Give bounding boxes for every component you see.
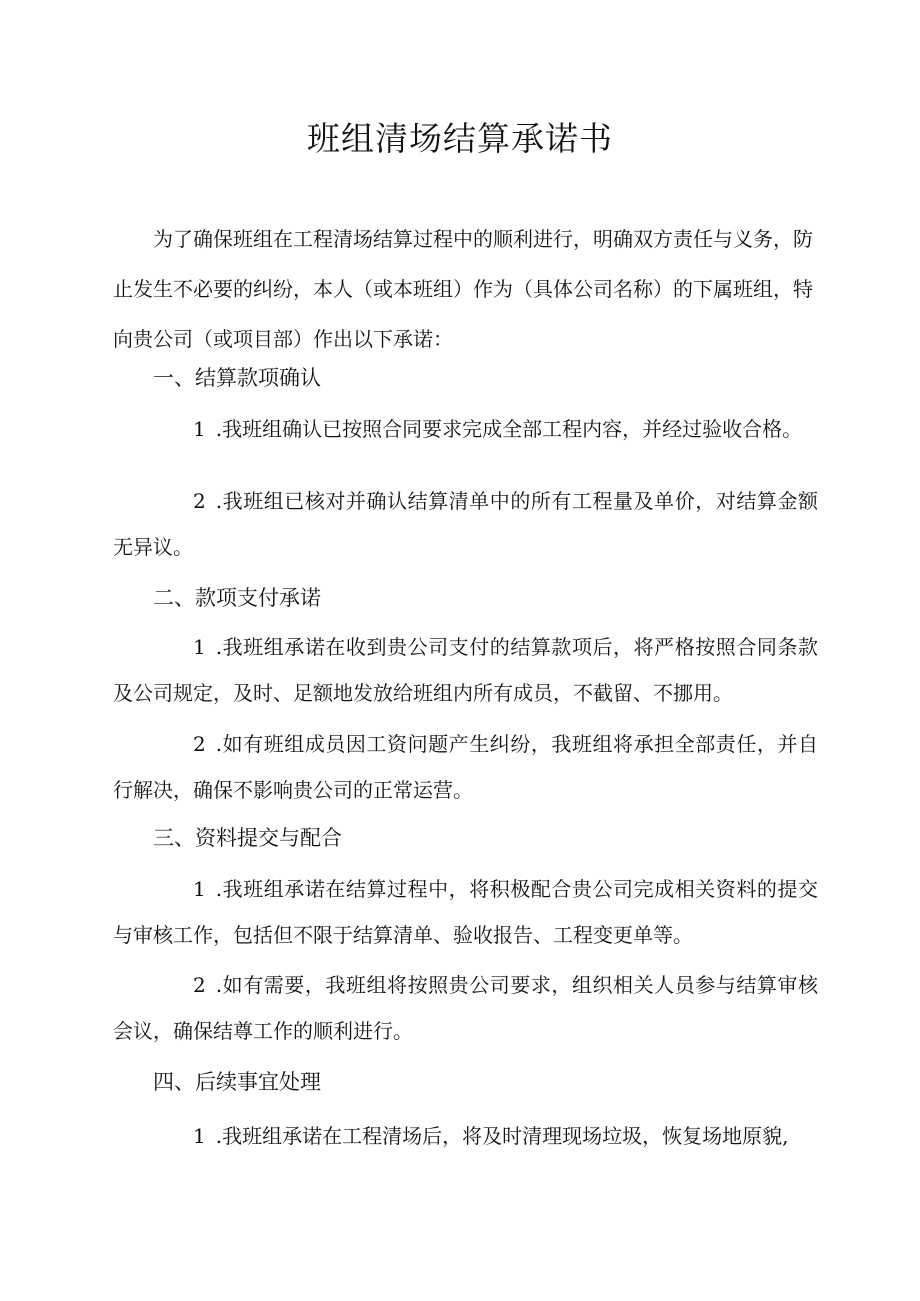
section-3-item-1 bbox=[113, 866, 818, 958]
intro-paragraph: 为了确保班组在工程清场结算过程中的顺利进行，明确双方责任与义务，防止发生不必要的纠纷，本人（或本班组）作为（具体公司名称）的下属班组，特向贵公司（或项目部）作出以下承诺： bbox=[113, 227, 813, 351]
item-number: 1 bbox=[193, 635, 206, 659]
item-text: .我班组承诺在工程清场后，将及时清理现场垃圾，恢复场地原貌, bbox=[215, 1124, 789, 1148]
section-heading-4: 四、后续事宜处理 bbox=[153, 1070, 321, 1094]
section-1-item-1 bbox=[113, 406, 818, 452]
item-number: 2 bbox=[193, 489, 206, 513]
item-text: .我班组确认已按照合同要求完成全部工程内容，并经过验收合格。 bbox=[215, 417, 803, 441]
section-heading-1: 一、结算款项确认 bbox=[153, 366, 321, 390]
document-title: 班组清场结算承诺书 bbox=[307, 119, 613, 158]
item-number: 2 bbox=[193, 732, 206, 756]
section-4-item-1 bbox=[113, 1113, 818, 1159]
item-number: 1 bbox=[193, 877, 206, 901]
item-text: .我班组已核对并确认结算清单中的所有工程量及单价，对结算金额无异议。 bbox=[113, 489, 818, 559]
item-text: .我班组承诺在结算过程中，将积极配合贵公司完成相关资料的提交与审核工作，包括但不限于结算清单、验收报告、工程变更单等。 bbox=[113, 877, 818, 947]
section-3-item-2 bbox=[113, 962, 818, 1054]
section-heading-2: 二、款项支付承诺 bbox=[153, 586, 321, 610]
item-number: 1 bbox=[193, 417, 206, 441]
item-text: .我班组承诺在收到贵公司支付的结算款项后，将严格按照合同条款及公司规定，及时、足额地发放给班组内所有成员，不截留、不挪用。 bbox=[113, 635, 818, 705]
section-1-item-2 bbox=[113, 478, 818, 570]
item-number: 1 bbox=[193, 1124, 206, 1148]
item-number: 2 bbox=[193, 973, 206, 997]
item-text: .如有需要，我班组将按照贵公司要求，组织相关人员参与结算审核会议，确保结尊工作的顺利进行。 bbox=[113, 973, 818, 1043]
section-2-item-1 bbox=[113, 624, 818, 716]
section-2-item-2 bbox=[113, 721, 818, 813]
item-text: .如有班组成员因工资问题产生纠纷，我班组将承担全部责任，并自行解决，确保不影响贵公司的正常运营。 bbox=[113, 732, 818, 802]
section-heading-3: 三、资料提交与配合 bbox=[153, 826, 342, 850]
